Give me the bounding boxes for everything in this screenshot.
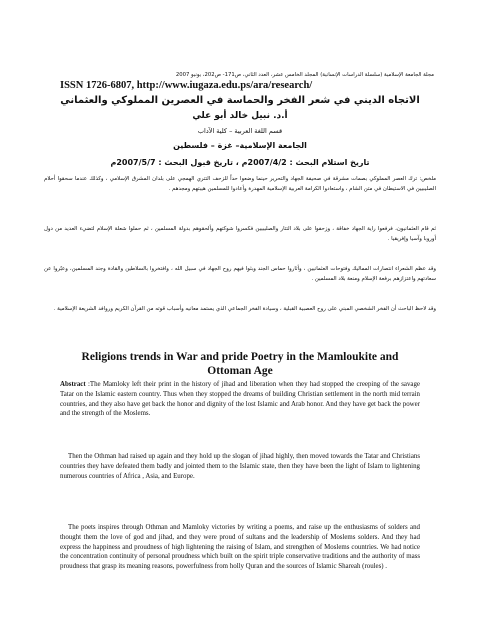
arabic-abstract-paragraph: ثم قام العثمانيون، فرفعوا راية الجهاد خفاقة ، وزحفوا على بلاد التتار والصليبيين فكسروا شوكتهم وألحقوهم بدولة المسلمين ، ثم حملوا شعلة الإسلام لتضيء العديد من دول أوروبا وآسيا وإفريقيا . — [44, 226, 436, 243]
english-abstract-text: :The Mamloky left their print in the history of jihad and liberation when they had stopped the creeping of the savage Tatar on the Islamic eastern country. Thus when they stopped the dreams of building Christian settlement in the north mid terrain countries, and they also have get back the honor and dignity of the lost Islamic and Arab honor. And they have get back the power and the strength of the Moslems. — [60, 381, 420, 418]
english-abstract-paragraph — [60, 380, 420, 419]
abstract-label: Abstract — [60, 381, 86, 388]
arabic-abstract-paragraph: وقد عظم الشعراء انتصارات المماليك وفتوحات العثمانيين ، وأثاروا حماس الجند وبثوا فيهم روح الجهاد في سبيل الله ، وافتخروا بالسلاطين والقادة وجند المسلمين، وعبّروا عن سعادتهم واعتزازهم برفعة الإسلام ومنعة بلاد المسلمين . — [44, 266, 436, 283]
issn-url-line: ISSN 1726-6807, http://www.iugaza.edu.ps/ara/research/ — [60, 80, 313, 91]
english-abstract-paragraph: Then the Othman had raised up again and they hold up the slogan of jihad highly, then moved towards the Tatar and Christians countries they have defeated them badly and jointed them to the Islamic state, then they have been the light of Islam to lightening numerous countries of Africa , Asia, and Europe. — [60, 453, 420, 480]
arabic-abstract-paragraph: وقد لاحظ الباحث أن الفخر الشخصي المبني على روح العصبية القبلية ، وسيادة الفخر الجماعي الذي يستمد معانيه وأسباب قوته من القرآن الكريم وروافد الشريعة الإسلامية . — [53, 306, 436, 312]
arabic-department: قسم اللغة العربية – كلية الآداب — [197, 127, 283, 135]
journal-citation: مجلة الجامعة الإسلامية (سلسلة الدراسات الإنسانية) المجلد الخامس عشر، العدد الثاني، ص171- ص202، يونيو 2007 — [175, 72, 434, 78]
english-abstract-paragraph: The poets inspires through Othman and Mamloky victories by writing a poems, and raise up the enthusiasms of solders and thought them the love of god and jihad, and they were proud of sultans and the leadership of Moslems solders. And they had express the happiness and proudness of high lightening the raising of Islam, and strengthen of Moslems countries. We had notice the concentration continuity of personal proudness which built on the spirit triple conservative traditions and the authority of mass proudness that grasp its meaning reasons, powerfulness from holly Quran and the sources of Islamic Shareah (roules) . — [60, 524, 420, 571]
arabic-dates: تاريخ استلام البحث : 2007/4/2م ، تاريخ قبول البحث : 2007/5/7م — [110, 158, 370, 167]
english-title: Religions trends in War and pride Poetry in the Mamloukite and Ottoman Age — [81, 351, 399, 377]
arabic-title: الاتجاه الديني في شعر الفخر والحماسة في العصرين المملوكي والعثماني — [60, 95, 420, 106]
arabic-author: أ.د. نبيل خالد أبو علي — [192, 111, 288, 121]
arabic-abstract-paragraph: ملخص: ترك العصر المملوكي بصمات مشرقة في صحيفة الجهاد والتحرير حينما وضعوا حداً للزحف التتري الهمجي على بلدان المشرق الإسلامي ، وكذلك عندما سحقوا أحلام الصليبيين في الاستيطان في متن الشام ، واستعادوا الكرامة العربية الإسلامية المهدرة وأعادوا للمسلمين هيبتهم ومجدهم . — [44, 176, 436, 193]
arabic-university: الجامعة الإسلامية– غزة – فلسطين — [173, 141, 307, 150]
